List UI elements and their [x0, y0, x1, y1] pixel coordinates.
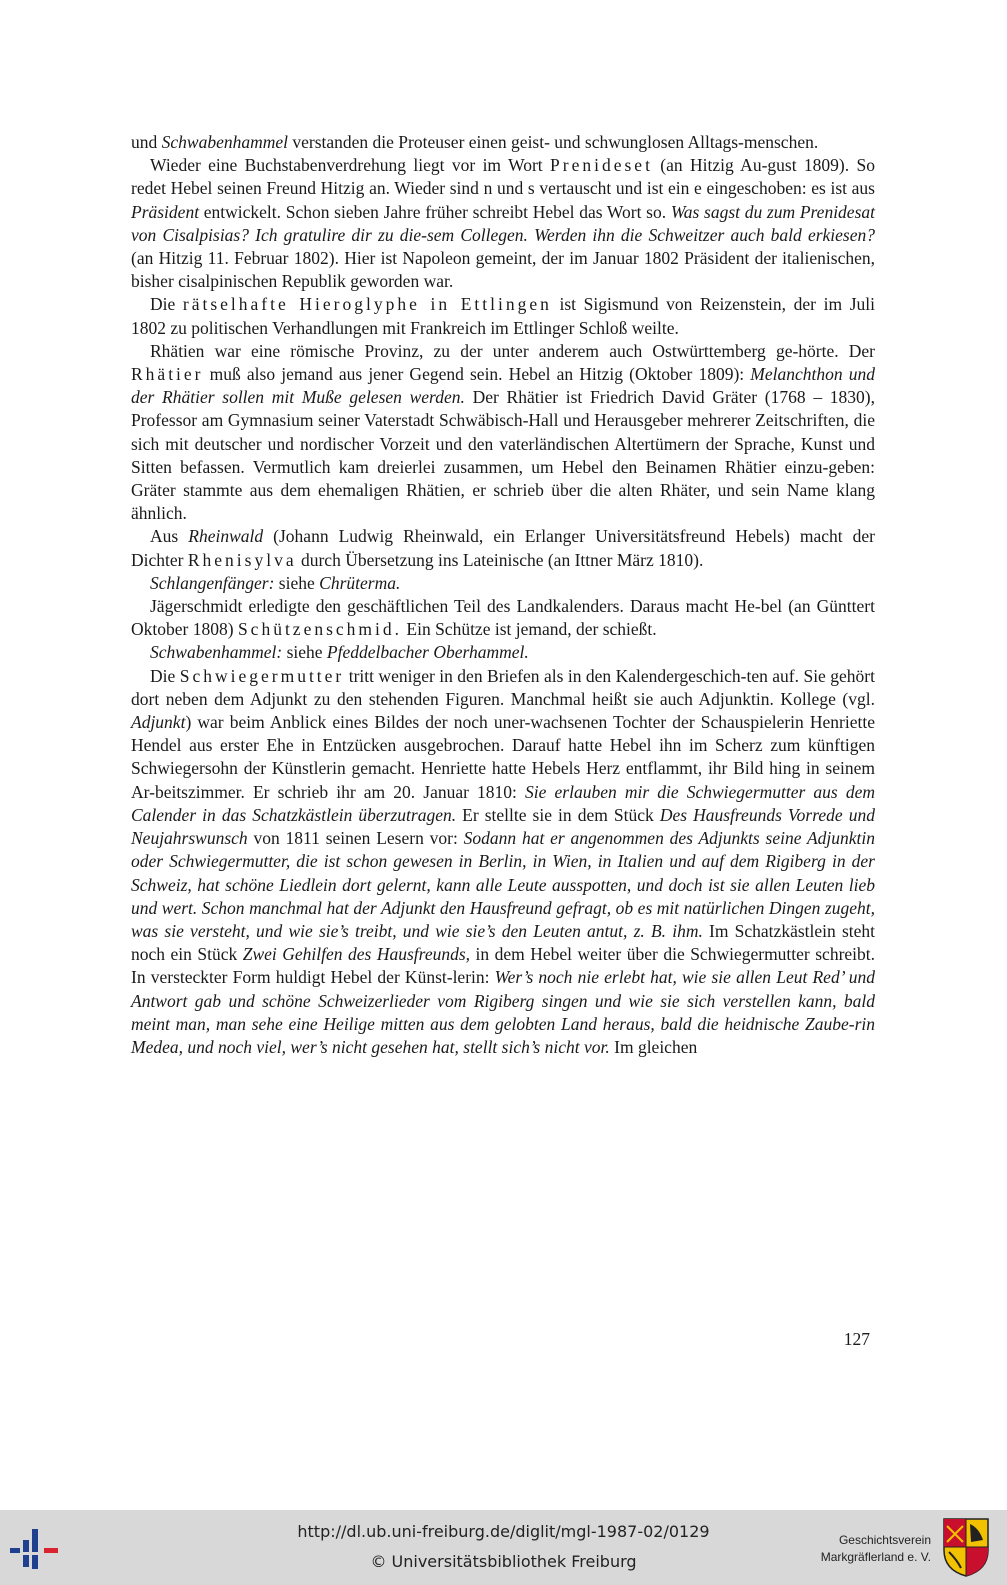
italic-run: Schwabenhammel [161, 132, 288, 152]
main-text [131, 131, 875, 1059]
text-run: (an Hitzig Au-gust 1809). So redet Hebel seinen Freund Hitzig an. Wieder sind n und s vertauscht und ist ein e eingeschoben: es ist aus [131, 155, 875, 199]
italic-run: Schlangenfänger: [150, 572, 275, 593]
italic-run: Sie erlauben mir die Schwiegermutter aus dem Calender in das Schatzkästlein überzutragen. [131, 781, 875, 825]
society-line: Markgräflerland e. V. [820, 1550, 931, 1564]
text-run: Er stellte sie in dem Stück [456, 804, 660, 825]
footer-bar [0, 1510, 1007, 1585]
text-run: entwickelt. Schon sieben Jahre früher schreibt Hebel das Wort so. [199, 201, 671, 222]
text-run: Im gleichen [609, 1036, 698, 1057]
italic-run: Rheinwald [188, 526, 264, 547]
paragraph [131, 340, 875, 526]
paragraph [131, 595, 875, 641]
text-run: Die [150, 294, 183, 315]
text-run: (Johann Ludwig Rheinwald, ein Erlanger Universitätsfreund Hebels) macht der Dichter [131, 526, 875, 570]
text-run: Wieder eine Buchstabenverdrehung liegt vor im Wort [150, 155, 551, 176]
text-run: ist Sigismund von Reizenstein, der im Juli 1802 zu politischen Verhandlungen mit Frankreich im Ettlinger Schloß weilte. [131, 294, 875, 338]
paragraph [131, 154, 875, 293]
paragraph [131, 665, 875, 1059]
text-run: in dem Hebel weiter über die Schwiegermutter schreibt. In versteckter Form huldigt Hebel der Künst-lerin: [131, 944, 876, 988]
paragraph [131, 293, 875, 339]
text-run: Ein Schütze ist jemand, der schießt. [402, 619, 657, 640]
source-url[interactable]: http://dl.ub.uni-freiburg.de/diglit/mgl-1987-02/0129 [297, 1522, 710, 1541]
society-line: Geschichtsverein [838, 1533, 931, 1547]
text-run: Der Rhätier ist Friedrich David Gräter (1768 – 1830), Professor am Gymnasium seiner Vaterstadt Schwäbisch-Hall und Herausgeber mehrerer Zeitschriften, die sich mit deutscher und nordischer Vorzeit und den vaterländischen Altertümern der Sprache, Kunst und Sitten befassen. Vermutlich kam dreierlei zusammen, um Hebel den Beinamen Rhätier einzu-geben: Gräter stammte aus dem ehemaligen Rhätien, er schrieb über die alten Rhäter, und sein Name klang ähnlich. [131, 387, 875, 524]
text-run: verstanden die Proteuser einen geist- und schwunglosen Alltags-menschen. [288, 132, 819, 152]
italic-run: Präsident [131, 201, 200, 222]
text-run: siehe [274, 572, 320, 593]
spaced-term: Rhenisylva [187, 549, 297, 570]
text-run: und [131, 132, 162, 152]
coat-of-arms-icon [941, 1516, 991, 1578]
italic-run: Pfeddelbacher Oberhammel. [326, 642, 529, 663]
spaced-term: Schwiegermutter [179, 665, 345, 686]
spaced-term: Rhätier [131, 364, 204, 385]
italic-run: Sodann hat er angenommen des Adjunkts seine Adjunktin oder Schwiegermutter, die ist schon gewesen in Berlin, in Wien, in Italien und auf dem Rigiberg in der Schweiz, hat schöne Liedlein dort gelernt, kann alle Leute ausspotten, und doch ist sie allen Leuten lieb und wert. Schon manchmal hat der Adjunkt den Hausfreund gefragt, ob es mit natürlichen Dingen zugeht, was sie versteht, und wie sie’s treibt, und wie sie’s den Leuten antut, z. B. ihm. [131, 828, 875, 941]
text-run: (an Hitzig 11. Februar 1802). Hier ist Napoleon gemeint, der im Januar 1802 Präsident der italienischen, bisher cisalpinischen Republik geworden war. [131, 248, 875, 292]
text-run: tritt weniger in den Briefen als in den Kalendergeschich-ten auf. Sie gehört dort neben dem Adjunkt zu den stehenden Figuren. Manchmal heißt sie auch Adjunktin. Kollege (vgl. [131, 665, 875, 709]
paragraph [131, 572, 875, 595]
italic-run: Schwabenhammel: [150, 642, 283, 663]
italic-run: Chrüterma. [319, 572, 401, 593]
spaced-term: Schützenschmid. [237, 619, 403, 640]
paragraph [131, 641, 875, 664]
text-run: durch Übersetzung ins Lateinische (an Ittner März 1810). [296, 549, 704, 570]
spaced-term: rätselhafte Hieroglyphe in Ettlingen [182, 294, 552, 315]
paragraph [131, 131, 875, 154]
paragraph [131, 525, 875, 571]
text-run: Die [150, 665, 180, 686]
italic-run: Zwei Gehilfen des Hausfreunds, [242, 944, 471, 965]
italic-run: Melanchthon und der Rhätier sollen mit Muße gelesen werden. [131, 364, 875, 408]
text-run: Rhätien war eine römische Provinz, zu der unter anderem auch Ostwürttemberg ge-hörte. Der [150, 340, 875, 361]
text-run: Jägerschmidt erledigte den geschäftlichen Teil des Landkalenders. Daraus macht He-bel (an Günttert Oktober 1808) [131, 596, 875, 640]
page-number: 127 [843, 1329, 870, 1349]
italic-run: Was sagst du zum Prenidesat von Cisalpisias? Ich gratulire dir zu die-sem Collegen. Werden ihn die Schweitzer auch bald erkiesen? [131, 201, 876, 245]
text-run: siehe [282, 642, 327, 663]
spaced-term: Prenideset [550, 155, 653, 176]
text-run: Aus [150, 526, 189, 547]
copyright-notice: © Universitätsbibliothek Freiburg [370, 1552, 637, 1571]
society-name [821, 1532, 931, 1566]
italic-run: Adjunkt [131, 712, 186, 733]
italic-run: Wer’s noch nie erlebt hat, wie sie allen Leut Red’ und Antwort gab und schöne Schweizerlieder vom Rigiberg singen und wie sie sich verstellen kann, bald meint man, man sehe eine Heilige mitten aus dem gelobten Land heraus, bald die heidnische Zaube-rin Medea, und noch viel, wer’s nicht gesehen hat, stellt sich’s nicht vor. [131, 967, 875, 1057]
text-run: muß also jemand aus jener Gegend sein. Hebel an Hitzig (Oktober 1809): [203, 364, 751, 385]
text-run: von 1811 seinen Lesern vor: [247, 828, 464, 849]
text-run: Im Schatzkästlein steht noch ein Stück [131, 920, 875, 965]
text-run: ) war beim Anblick eines Bildes der noch uner-wachsenen Tochter der Schauspielerin Henriette Hendel aus erster Ehe in Entzücken ausgebrochen. Darauf hatte Hebel ihn im Scherz zum künftigen Schwiegersohn der Künstlerin gemacht. Henriette hatte Hebels Herz entflammt, ihr Bild hing in seinem Ar-beitszimmer. Er schrieb ihr am 20. Januar 1810: [131, 712, 875, 802]
italic-run: Des Hausfreunds Vorrede und Neujahrswunsch [131, 804, 875, 849]
